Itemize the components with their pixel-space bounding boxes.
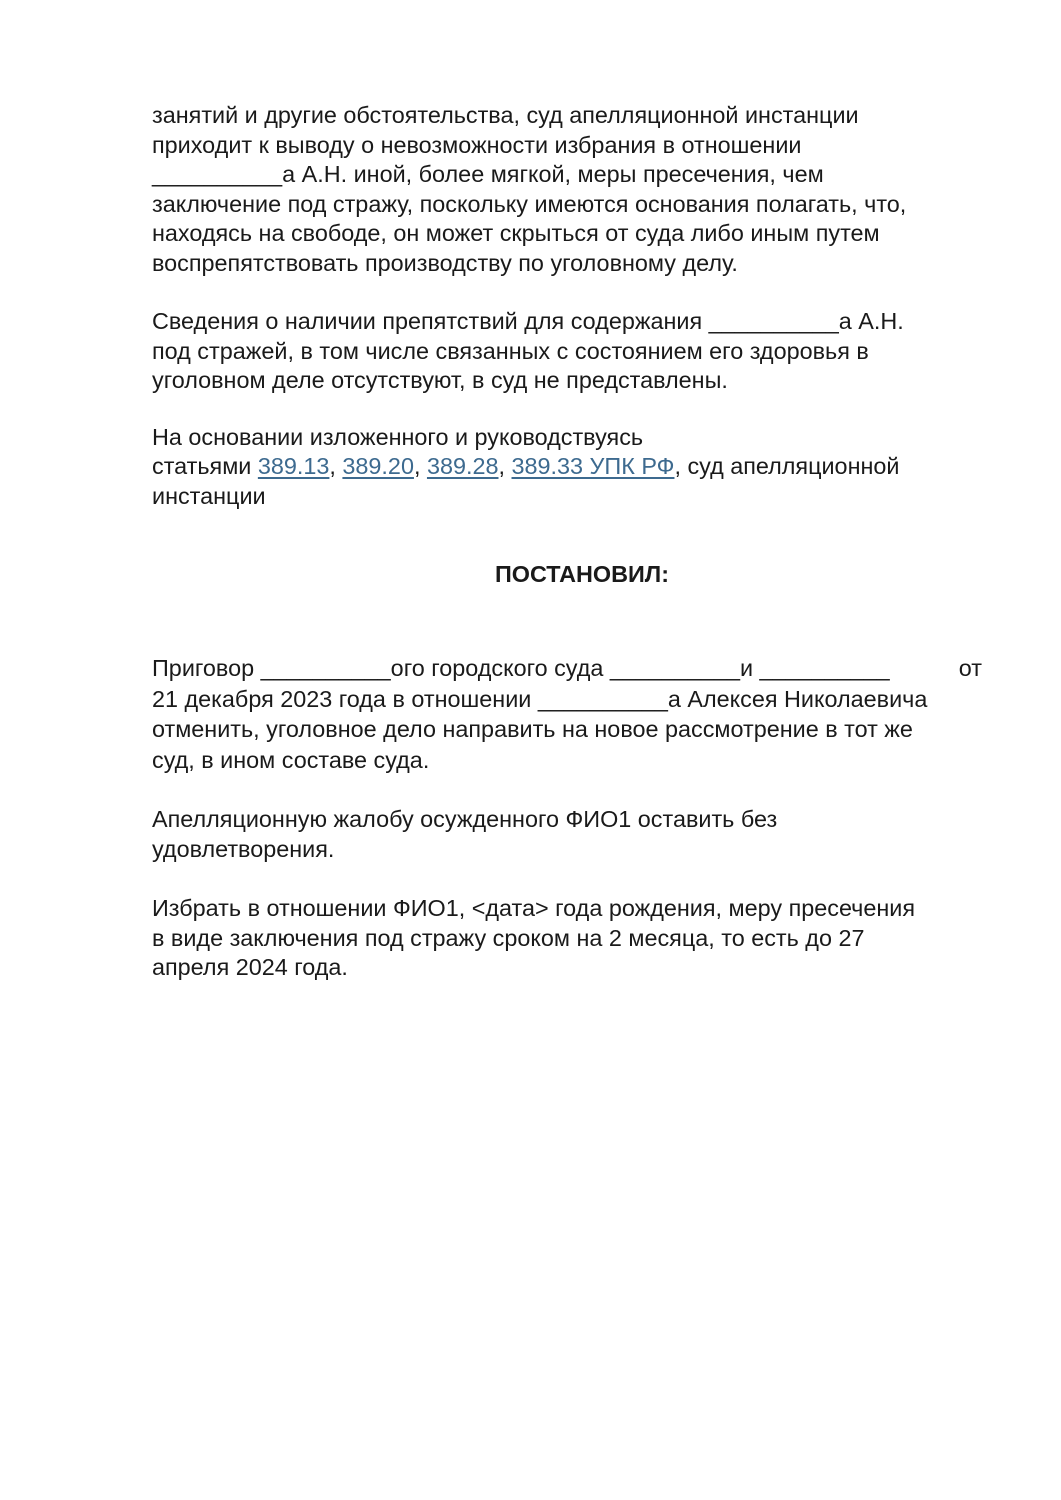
text-line: суд, в ином составе суда. (152, 746, 430, 773)
text-line: находясь на свободе, он может скрыться от суда либо иным путем (152, 220, 880, 246)
paragraph-verdict-cancel (152, 653, 982, 775)
text-line: На основании изложенного и руководствуясь (152, 423, 644, 450)
text-line: под стражей, в том числе связанных с состоянием его здоровья в (152, 337, 869, 364)
link-separator: , (329, 453, 343, 479)
text-part: Приговор __________ого городского суда __________и __________ (152, 655, 890, 681)
articles-prefix: статьями (152, 453, 258, 479)
text-line: заключение под стражу, поскольку имеются основания полагать, что, (152, 190, 907, 217)
text-line: отменить, уголовное дело направить на новое рассмотрение в тот же (152, 716, 913, 742)
text-line: удовлетворения. (152, 835, 335, 862)
text-line-justified (152, 653, 982, 684)
ruling-heading: ПОСТАНОВИЛ: (494, 561, 669, 587)
link-article-389-28[interactable]: 389.28 (426, 453, 499, 479)
text-line: Избрать в отношении ФИО1, <дата> года рождения, меру пресечения (152, 895, 916, 921)
text-line: __________а А.Н. иной, более мягкой, меры пресечения, чем (152, 161, 824, 187)
text-line: уголовном деле отсутствуют, в суд не представлены. (152, 367, 728, 393)
link-article-389-33-upk[interactable]: 389.33 УПК РФ (511, 453, 675, 479)
text-line: приходит к выводу о невозможности избрания в отношении (152, 131, 802, 158)
link-article-389-13[interactable]: 389.13 (257, 453, 330, 479)
text-line: Сведения о наличии препятствий для содержания __________а А.Н. (152, 308, 904, 334)
text-line: занятий и другие обстоятельства, суд апелляционной инстанции (152, 102, 859, 128)
text-line: инстанции (152, 482, 266, 509)
text-line: воспрепятствовать производству по уголовному делу. (152, 249, 738, 276)
articles-suffix: , суд апелляционной (674, 453, 900, 479)
paragraph-reasoning (152, 101, 982, 278)
text-line: апреля 2024 года. (152, 954, 348, 980)
text-line-with-links (152, 452, 982, 482)
paragraph-health-info (152, 307, 982, 396)
link-separator: , (413, 453, 427, 479)
paragraph-legal-basis (152, 423, 982, 512)
paragraph-appeal-rejected (152, 805, 982, 864)
document-page (152, 101, 982, 983)
text-part: от (958, 655, 982, 681)
text-line: в виде заключения под стражу сроком на 2 месяца, то есть до 27 (152, 924, 865, 951)
link-separator: , (498, 453, 512, 479)
text-line: Апелляционную жалобу осужденного ФИО1 оставить без (152, 806, 778, 832)
text-line: 21 декабря 2023 года в отношении __________а Алексея Николаевича (152, 685, 928, 712)
paragraph-detention-order (152, 894, 982, 983)
link-article-389-20[interactable]: 389.20 (342, 453, 414, 479)
